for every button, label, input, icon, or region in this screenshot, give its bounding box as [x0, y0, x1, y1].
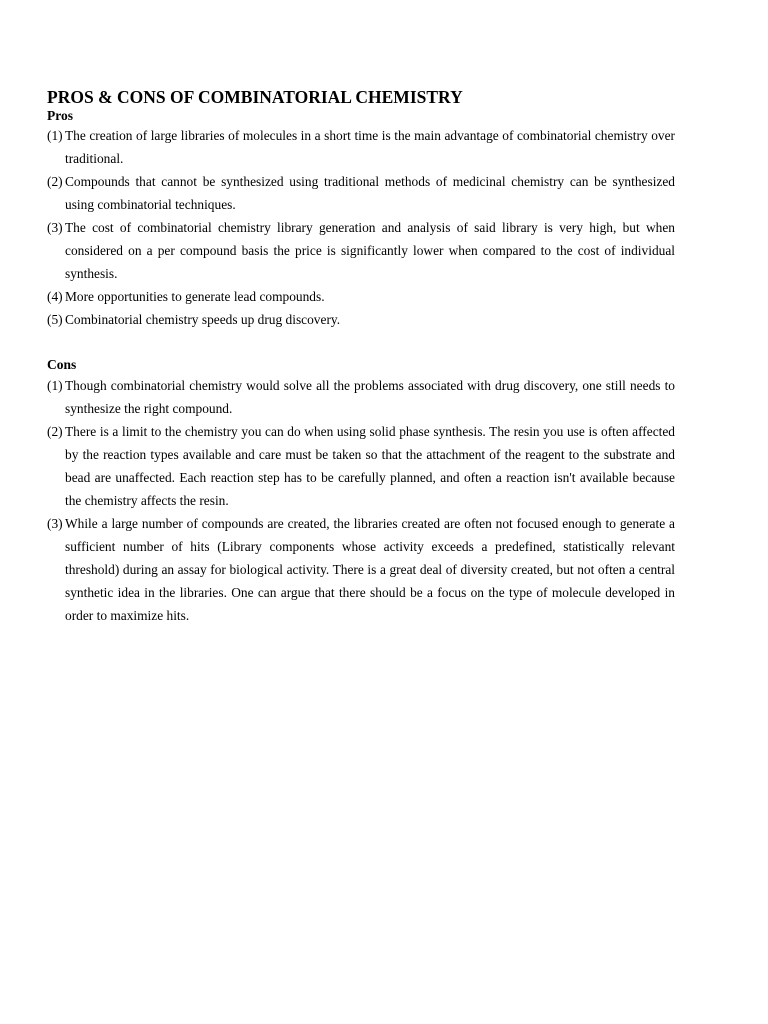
item-number: (1)	[47, 128, 63, 143]
cons-item	[47, 512, 675, 627]
pros-item	[47, 124, 675, 170]
item-number: (4)	[47, 289, 63, 304]
cons-list	[47, 374, 675, 627]
pros-item	[47, 170, 675, 216]
item-text: There is a limit to the chemistry you can do when using solid phase synthesis. The resin you use is often affected by the reaction types available and care must be taken so that the attachment of the reagent to the substrate and bead are unaffected. Each reaction step has to be carefully planned, and often a reaction isn't available because the chemistry affects the resin.	[65, 424, 675, 508]
item-number: (2)	[47, 174, 63, 189]
item-text: More opportunities to generate lead compounds.	[65, 289, 325, 304]
item-number: (5)	[47, 312, 63, 327]
pros-heading: Pros	[47, 108, 73, 123]
item-text: While a large number of compounds are created, the libraries created are often not focused enough to generate a sufficient number of hits (Library components whose activity exceeds a predefined, statistically relevant threshold) during an assay for biological activity. There is a great deal of diversity created, but not often a central synthetic idea in the libraries. One can argue that there should be a focus on the type of molecule developed in order to maximize hits.	[65, 516, 675, 623]
pros-item	[47, 308, 675, 331]
item-number: (2)	[47, 424, 63, 439]
cons-item	[47, 374, 675, 420]
item-text: Though combinatorial chemistry would solve all the problems associated with drug discovery, one still needs to synthesize the right compound.	[65, 378, 675, 416]
item-text: Combinatorial chemistry speeds up drug discovery.	[65, 312, 341, 327]
item-number: (1)	[47, 378, 63, 393]
item-text: Compounds that cannot be synthesized using traditional methods of medicinal chemistry can be synthesized using combinatorial techniques.	[65, 174, 675, 212]
cons-item	[47, 420, 675, 512]
pros-list	[47, 124, 675, 331]
item-text: The cost of combinatorial chemistry library generation and analysis of said library is very high, but when considered on a per compound basis the price is significantly lower when compared to the cost of individual synthesis.	[65, 220, 675, 281]
document-page	[47, 86, 675, 627]
cons-heading: Cons	[47, 357, 77, 372]
item-text: The creation of large libraries of molecules in a short time is the main advantage of combinatorial chemistry over traditional.	[65, 128, 675, 166]
pros-item	[47, 285, 675, 308]
item-number: (3)	[47, 220, 63, 235]
pros-item	[47, 216, 675, 285]
document-title: PROS & CONS OF COMBINATORIAL CHEMISTRY	[47, 87, 463, 107]
item-number: (3)	[47, 516, 63, 531]
